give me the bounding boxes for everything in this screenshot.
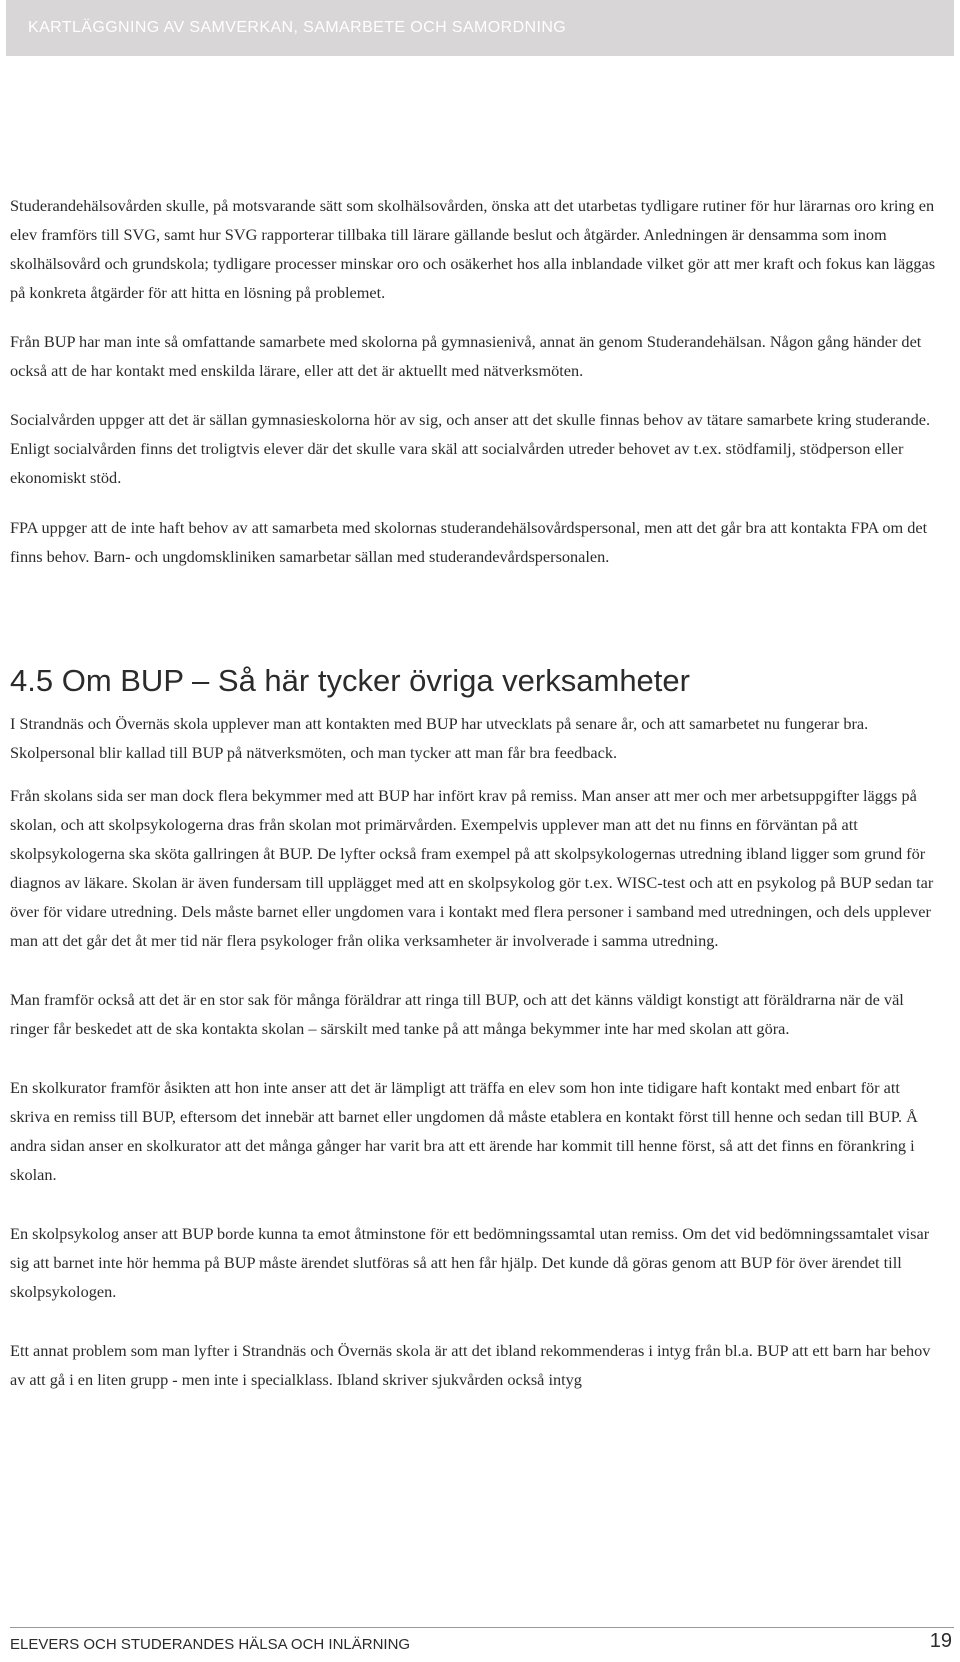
paragraph: Från skolans sida ser man dock flera bekymmer med att BUP har infört krav på remiss. Man anser att mer och mer arbetsuppgifter läggs på skolan, och att skolpsykologerna dras från skolan mot primärvården. Exempelvis upplever man att det nu finns en förväntan på att skolpsykologerna ska sköta gallringen åt BUP. De lyfter också fram exempel på att skolpsykologernas utredning ibland ligger som grund för diagnos av läkare. Skolan är även fundersam till upplägget med att en skolpsykolog gör t.ex. WISC-test och att en psykolog på BUP sedan tar över för vidare utredning. Dels måste barnet eller ungdomen vara i kontakt med flera personer i samband med utredningen, och dels upplever man att det går det åt mer tid när flera psykologer från olika verksamheter är involverade i samma utredning. (10, 786, 934, 950)
paragraph: Ett annat problem som man lyfter i Strandnäs och Övernäs skola är att det ibland rekommenderas i intyg från bl.a. BUP att ett barn har behov av att gå i en liten grupp - men inte i specialklass. Ibland skriver sjukvården också intyg (10, 1341, 931, 1389)
section-heading: 4.5 Om BUP – Så här tycker övriga verksamheter (10, 663, 690, 698)
paragraph: Studerandehälsovården skulle, på motsvarande sätt som skolhälsovården, önska att det utarbetas tydligare rutiner för hur lärarnas oro kring en elev framförs till SVG, samt hur SVG rapporterar tillbaka till lärare gällande beslut och åtgärder. Anledningen är densamma som inom skolhälsovård och grundskola; tydligare processer minskar oro och osäkerhet hos alla inblandade vilket gör att mer kraft och fokus kan läggas på konkreta åtgärder för att hitta en lösning på problemet. (10, 196, 936, 302)
page-body (10, 191, 940, 1394)
paragraph: Socialvården uppger att det är sällan gymnasieskolorna hör av sig, och anser att det skulle finnas behov av tätare samarbete kring studerande. Enligt socialvården finns det troligtvis elever där det skulle vara skäl att socialvården utreder behovet av t.ex. stödfamilj, stödperson eller ekonomiskt stöd. (10, 410, 931, 487)
paragraph: En skolkurator framför åsikten att hon inte anser att det är lämpligt att träffa en elev som hon inte tidigare haft kontakt med enbart för att skriva en remiss till BUP, eftersom det innebär att barnet eller ungdomen då måste etablera en kontakt först till henne och sedan till BUP. Å andra sidan anser en skolkurator att det många gånger har varit bra att ett ärende har kommit till henne först, så att det finns en förankring i skolan. (10, 1078, 918, 1184)
footer-divider (10, 1627, 954, 1628)
paragraph: Från BUP har man inte så omfattande samarbete med skolorna på gymnasienivå, annat än genom Studerandehälsan. Någon gång händer det också att de har kontakt med enskilda lärare, eller att det är aktuellt med nätverksmöten. (10, 332, 922, 380)
footer-title: ELEVERS OCH STUDERANDES HÄLSA OCH INLÄRNING (10, 1636, 411, 1653)
paragraph: En skolpsykolog anser att BUP borde kunna ta emot åtminstone för ett bedömningssamtal utan remiss. Om det vid bedömningssamtalet visar sig att barnet inte hör hemma på BUP måste ärendet slutföras så att hen får hjälp. Det kunde då göras genom att BUP för över ärendet till skolpsykologen. (10, 1224, 930, 1301)
running-header-bar (6, 0, 954, 56)
paragraph: Man framför också att det är en stor sak för många föräldrar att ringa till BUP, och att det känns väldigt konstigt att föräldrarna när de väl ringer får beskedet att de ska kontakta skolan – särskilt med tanke på att många bekymmer inte har med skolan att göra. (10, 990, 904, 1038)
paragraph: FPA uppger att de inte haft behov av att samarbeta med skolornas studerandehälsovårdspersonal, men att det går bra att kontakta FPA om det finns behov. Barn- och ungdomskliniken samarbetar sällan med studerandevårdspersonalen. (10, 518, 928, 566)
paragraph: I Strandnäs och Övernäs skola upplever man att kontakten med BUP har utvecklats på senare år, och att samarbetet nu fungerar bra. Skolpersonal blir kallad till BUP på nätverksmöten, och man tycker att man får bra feedback. (10, 714, 869, 762)
running-header-title: KARTLÄGGNING AV SAMVERKAN, SAMARBETE OCH SAMORDNING (28, 19, 567, 36)
page-number: 19 (929, 1630, 952, 1652)
